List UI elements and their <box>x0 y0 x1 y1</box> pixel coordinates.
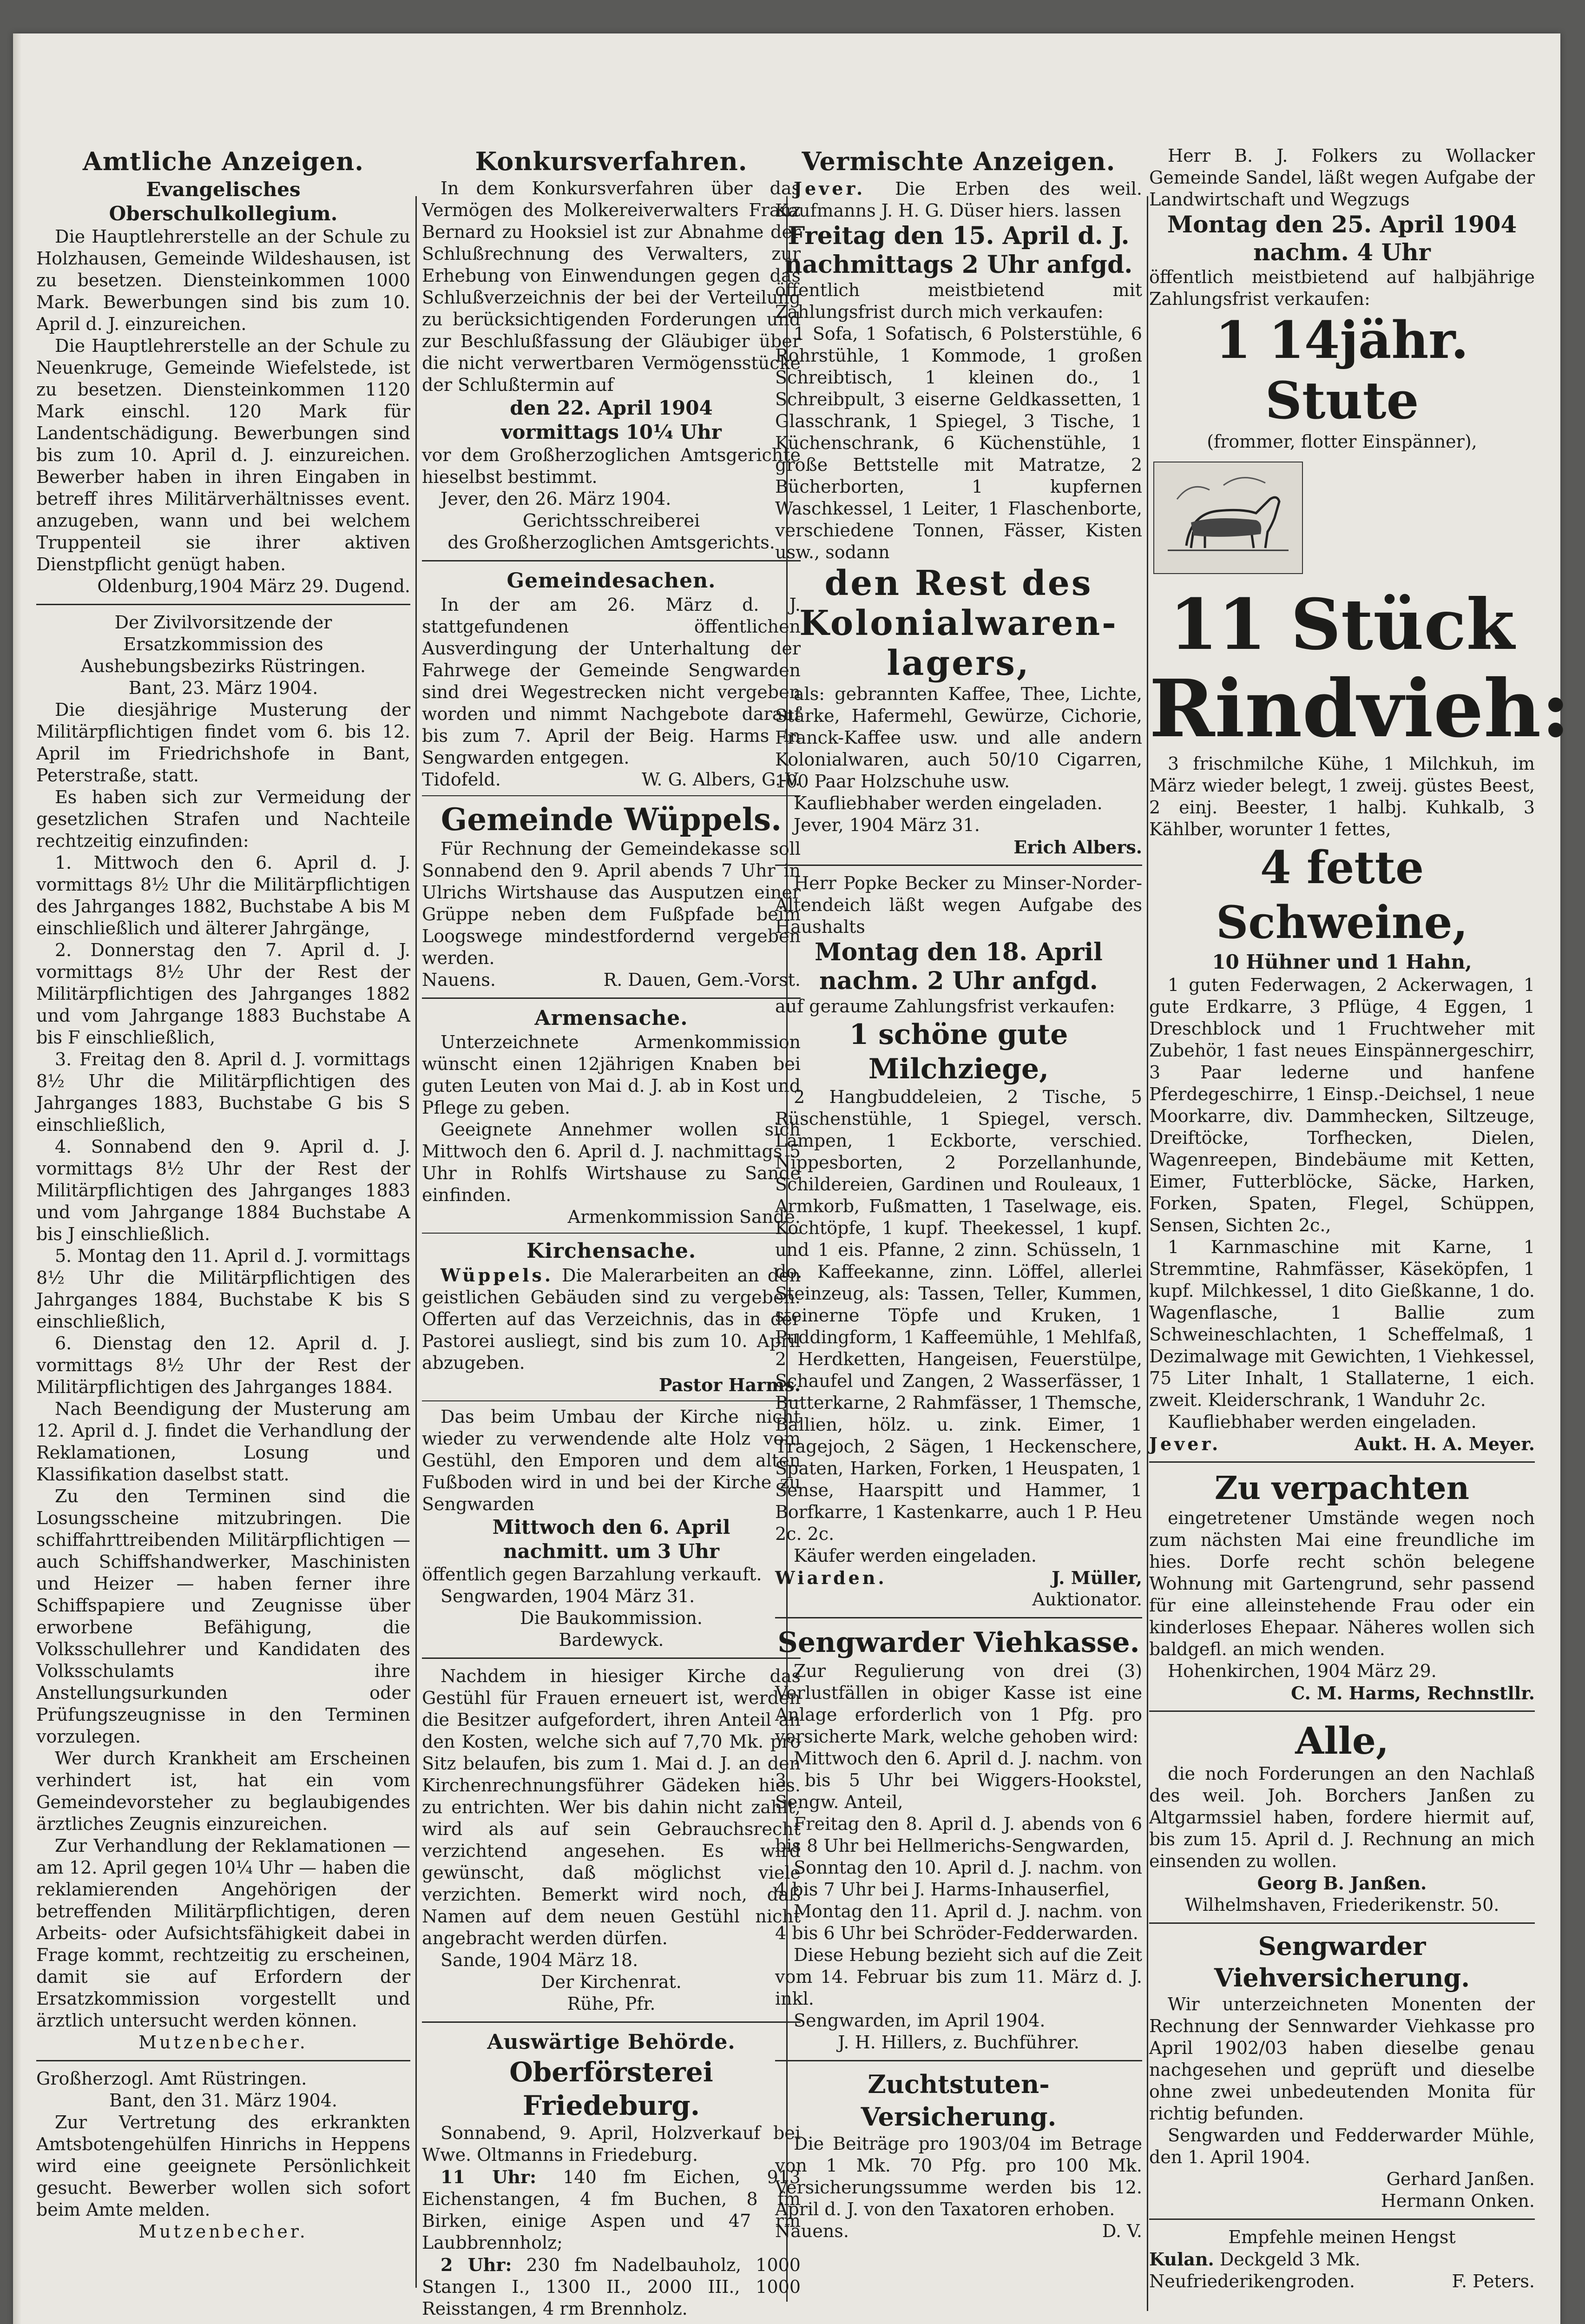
notice-time: 2 Uhr: <box>441 2254 512 2275</box>
column-2 <box>422 145 801 2319</box>
notice-text: Herr B. J. Folkers zu Wollacker Gemeinde Sandel, läßt wegen Aufgabe der Landwirtschaft und Wegzugs <box>1149 145 1535 210</box>
notice-text: die noch Forderungen an den Nachlaß des weil. Joh. Borchers Janßen zu Altgarmssiel haben, fordere hiermit auf, bis zum 15. April d. J. Rechnung an mich einsenden zu wollen. <box>1149 1763 1535 1871</box>
notice-text: öffentlich meistbietend mit Zahlungsfrist durch mich verkaufen: <box>775 280 1142 322</box>
horse-illustration <box>1149 457 1307 578</box>
notice-text: Freitag den 8. April d. J. abends von 6 bis 8 Uhr bei Hellmerichs-Sengwarden, <box>775 1814 1142 1856</box>
section-heading: Alle, <box>1295 1719 1389 1763</box>
notice-text: Wir unterzeichneten Monenten der Rechnung der Sennwarder Viehkasse pro April 1902/03 haben dieselbe genau nachgesehen und geprüft und dieselbe ohne zwei unbedeutenden Monita für richtig befunden. <box>1149 1994 1535 2124</box>
divider <box>422 795 801 796</box>
notice-signature: Rühe, Pfr. <box>567 1994 656 2014</box>
divider <box>1149 2218 1535 2220</box>
notice-time: vormittags 10¼ Uhr <box>501 421 722 443</box>
notice-text: Es haben sich zur Vermeidung der gesetzlichen Strafen und Nachteile rechtzeitig einzufinden: <box>36 787 410 851</box>
notice-signature: J. Müller, <box>1052 1567 1142 1588</box>
notice-text: Herr Popke Becker zu Minser-Norder-Altendeich läßt wegen Aufgabe des Haushalts <box>775 873 1142 937</box>
notice-heading: Der Zivilvorsitzende der Ersatzkommission des Aushebungsbezirks Rüstringen. <box>80 612 366 676</box>
notice-text: eingetretener Umstände wegen noch zum nächsten Mai eine freundliche im hies. Dorfe recht schön belegene Wohnung mit Gartengrund, sehr passend für eine alleinstehende Frau oder ein kinderloses Ehepaar. Näheres wollen sich baldgefl. an mich wenden. <box>1149 1508 1535 1659</box>
notice-signature: Wilhelmshaven, Friederikenstr. 50. <box>1184 1895 1500 1915</box>
notice-signature: W. G. Albers, G.-V. <box>642 769 801 790</box>
display-heading: den Rest des <box>824 563 1093 603</box>
newspaper-page <box>13 33 1571 2324</box>
display-heading: 1 14jähr. Stute <box>1215 310 1469 430</box>
notice-text: Für Rechnung der Gemeindekasse soll Sonnabend den 9. April abends 7 Uhr in Ulrichs Wirtshause das Ausputzen einer Grüppe neben dem Fußpfade beim Loogswege mindestfordernd vergeben werden. <box>422 838 801 968</box>
notice-text: Geeignete Annehmer wollen sich Mittwoch den 6. April d. J. nachmittags 5 Uhr in Rohlfs Wirtshause zu Sande einfinden. <box>422 1119 801 1205</box>
divider <box>1149 1461 1535 1463</box>
notice-date: Mittwoch den 6. April <box>492 1516 730 1538</box>
section-heading: Vermischte Anzeigen. <box>802 146 1116 176</box>
notice-place: Wüppels. <box>441 1265 554 1286</box>
notice-heading: Evangelisches Oberschulkollegium. <box>109 178 338 225</box>
notice-text: Mittwoch den 6. April d. J. nachm. von 3 bis 5 Uhr bei Wiggers-Hookstel, Sengw. Anteil, <box>775 1748 1142 1812</box>
section-heading: Armensache. <box>534 1006 688 1030</box>
notice-text: Das beim Umbau der Kirche nicht wieder zu verwendende alte Holz vom Gestühl, den Emporen und dem alten Fußboden wird in und bei der Kirche zu Sengwarden <box>422 1406 801 1514</box>
section-heading: Sengwarder Viehversicherung. <box>1214 1931 1470 1993</box>
notice-signature: Armenkommission Sande. <box>567 1207 801 1227</box>
divider <box>1149 1922 1535 1924</box>
notice-text: 140 fm Eichen, 913 Eichenstangen, 4 fm Buchen, 8 fm Birken, einige Aspen und 47 rm Laubbrennholz; <box>422 2167 801 2253</box>
display-heading: Rindvieh: <box>1149 662 1571 755</box>
notice-time: nachm. 2 Uhr anfgd. <box>819 967 1098 995</box>
notice-date: Bant, 23. März 1904. <box>128 678 318 698</box>
notice-signature-row <box>1149 1433 1535 1455</box>
notice-text: Die Beiträge pro 1903/04 im Betrage von 1 Mk. 70 Pfg. pro 100 Mk. Versicherungssumme werden bis 12. April d. J. von den Taxatoren erhoben. <box>775 2133 1142 2219</box>
notice-text: Zur Regulierung von drei (3) Verlustfällen in obiger Kasse ist eine Anlage erforderlich von 1 Pfg. pro versicherte Mark, welche gehoben wird: <box>775 1661 1142 1747</box>
notice-date: Sande, 1904 März 18. <box>441 1950 638 1970</box>
divider <box>775 2060 1142 2061</box>
notice-place: Wiarden. <box>775 1567 887 1588</box>
notice-text: Die Hauptlehrerstelle an der Schule zu Holzhausen, Gemeinde Wildeshausen, ist zu besetzen. Diensteinkommen 1000 Mark. Bewerbungen sind bis zum 10. April d. J. einzureichen. <box>36 226 410 334</box>
section-heading: Oberförsterei Friedeburg. <box>509 2056 713 2121</box>
divider <box>422 1657 801 1659</box>
notice-text: 6. Dienstag den 12. April d. J. vormittags 8½ Uhr der Rest der Militärpflichtigen des Jahrganges 1884. <box>36 1333 410 1397</box>
notice-signature: Mutzenbecher. <box>138 2032 308 2053</box>
display-heading: lagers, <box>887 643 1031 683</box>
notice-text: 1 guten Federwagen, 2 Ackerwagen, 1 gute Erdkarre, 3 Pflüge, 4 Eggen, 1 Dreschblock und 1 Fruchtweher mit Zubehör, 1 fast neues Einspännergeschirr, 3 Paar lederne und hanfene Pferdegeschirre, 1 Einsp.-Deichsel, 1 neue Moorkarre, div. Dammhecken, Siltzeuge, Dreiftöcke, Torfhecken, Dielen, Wagenreepen, Bindebäume mit Ketten, Eimer, Futterblöcke, Säcke, Harken, Forken, Spaten, Flegel, Schüppen, Sensen, Sichten 2c., <box>1149 975 1535 1235</box>
notice-time: nachmitt. um 3 Uhr <box>503 1540 720 1563</box>
notice-signature-row <box>1149 2271 1535 2292</box>
notice-text: öffentlich gegen Barzahlung verkauft. <box>422 1564 762 1585</box>
section-heading: Kirchensache. <box>526 1239 697 1263</box>
notice-text: Die Erben des weil. Kaufmanns J. H. G. Düser hiers. lassen <box>775 178 1142 221</box>
notice-date: Sengwarden, 1904 März 31. <box>441 1586 695 1606</box>
notice-signature: Gerichtsschreiberei <box>522 510 700 531</box>
notice-text: Deckgeld 3 Mk. <box>1214 2249 1361 2270</box>
column-4 <box>1149 145 1571 2306</box>
notice-date: Hohenkirchen, 1904 März 29. <box>1168 1661 1437 1681</box>
notice-signature: Gerhard Janßen. <box>1386 2169 1535 2189</box>
notice-signature: Erich Albers. <box>1013 837 1142 858</box>
notice-text: Unterzeichnete Armenkommission wünscht einen 12jährigen Knaben bei guten Leuten von Mai d. J. ab in Kost und Pflege zu geben. <box>422 1032 801 1118</box>
notice-signature: Aukt. H. A. Meyer. <box>1354 1433 1535 1454</box>
notice-text: Zu den Terminen sind die Losungsscheine mitzubringen. Die schiffahrttreibenden Militärpflichtigen — auch Schiffshandwerker, Maschinisten und Heizer — haben ferner ihre Schiffspapiere und Zeugnisse über erworbene Befähigung, die Volksschullehrer und Kandidaten des Volksschulamts ihre Anstellungsurkunden oder Prüfungszeugnisse in den Terminen vorzulegen. <box>36 1486 410 1747</box>
notice-text: Käufer werden eingeladen. <box>794 1545 1037 1566</box>
column-1 <box>36 145 410 2306</box>
notice-text: Nach Beendigung der Musterung am 12. April d. J. findet die Verhandlung der Reklamationen, Losung und Klassifikation daselbst statt. <box>36 1399 410 1485</box>
notice-signature: J. H. Hillers, z. Buchführer. <box>838 2032 1079 2053</box>
notice-date: Montag den 25. April 1904 <box>1167 211 1517 238</box>
notice-text: öffentlich meistbietend auf halbjährige Zahlungsfrist verkaufen: <box>1149 267 1535 309</box>
notice-date: Sengwarden, im April 1904. <box>794 2010 1046 2031</box>
notice-text: Montag den 11. April d. J. nachm. von 4 bis 6 Uhr bei Schröder-Fedderwarden. <box>775 1901 1142 1943</box>
column-rule <box>415 196 417 2288</box>
notice-text: In der am 26. März d. J. stattgefundenen öffentlichen Ausverdingung der Unterhaltung der Fahrwege der Gemeinde Sengwarden sind drei Wegestrecken nicht vergeben worden und nimmt Nachgebote darauf bis zum 7. April der Beig. Harms in Sengwarden entgegen. <box>422 594 801 768</box>
notice-place: Nauens. <box>422 970 496 990</box>
notice-text: 2 Hangbuddeleien, 2 Tische, 5 Rüschenstühle, 1 Spiegel, versch. Lampen, 1 Eckborte, verschied. Nippesborten, 2 Porzellanhunde, Schildereien, Gardinen und Rouleaux, 1 Armkorb, Fußmatten, 1 Taselwage, eis. Kochtöpfe, 1 kupf. Theekessel, 1 kupf. und 1 eis. Pfanne, 2 zinn. Schüsseln, 1 do. Kaffeekanne, zinn. Löffel, allerlei Steinzeug, als: Tassen, Teller, Kummen, steinerne Töpfe und Kruken, 1 Puddingform, 1 Kaffeemühle, 1 Mehlfaß, 2 Herdketten, Hangeisen, Feuerstülpe, Schaufel und Zangen, 2 Wasserfässer, 1 Butterkarne, 2 Rahmfässer, 1 Themsche, Ballien, hölz. u. zink. Eimer, 1 Tragejoch, 2 Sägen, 1 Heckenschere, Spaten, Harken, Forken, 1 Heuspaten, 1 Sense, Haarspitt und Hammer, 1 Borfkarre, 1 Kastenkarre, auch 1 P. Heu 2c. 2c. <box>775 1087 1142 1544</box>
notice-text: Wer durch Krankheit am Erscheinen verhindert ist, hat ein vom Gemeindevorsteher zu beglaubigendes ärztliches Zeugnis einzureichen. <box>36 1748 410 1834</box>
notice-text: Nachdem in hiesiger Kirche das Gestühl für Frauen erneuert ist, werden die Besitzer aufgefordert, ihren Anteil an den Kosten, welche sich auf 7,70 Mk. pro Sitz belaufen, bis zum 1. Mai d. J. an den Kirchenrechnungsführer Gädeken hies. zu entrichten. Wer bis dahin nicht zahlt, wird als auf sein Gebrauchsrecht verzichtend angesehen. Es wird gewünscht, daß möglichst viele verzichten. Bemerkt wird noch, daß Namen auf dem neuen Gestühl nicht angebracht werden dürfen. <box>422 1666 801 1948</box>
section-heading: Sengwarder Viehkasse. <box>777 1626 1140 1659</box>
notice-signature: Georg B. Janßen. <box>1257 1873 1427 1894</box>
notice-signature: Auktionator. <box>1032 1589 1142 1610</box>
notice-text: Die Hauptlehrerstelle an der Schule zu Neuenkruge, Gemeinde Wiefelstede, ist zu besetzen. Diensteinkommen 1120 Mark einschl. 120 Mark für Landentschädigung. Bewerbungen sind bis zum 10. April d. J. einzureichen. Bewerber haben in ihren Eingaben in betreff ihres Militärverhältnisses event. anzugeben, wann und bei welchem Truppenteil sie ihrer aktiven Dienstpflicht genügt haben. <box>36 336 410 574</box>
notice-signature: F. Peters. <box>1452 2271 1535 2291</box>
notice-time: nachm. 4 Uhr <box>1253 238 1431 266</box>
notice-text: Sonnabend, 9. April, Holzverkauf bei Wwe. Oltmanns in Friedeburg. <box>422 2123 801 2165</box>
display-heading: 11 Stück <box>1169 584 1515 666</box>
divider <box>422 2021 801 2023</box>
notice-text: vor dem Großherzoglichen Amtsgerichte hieselbst bestimmt. <box>422 445 801 487</box>
divider <box>422 560 801 561</box>
notice-text: Kaufliebhaber werden eingeladen. <box>794 793 1103 813</box>
notice-date: Bant, den 31. März 1904. <box>109 2090 337 2111</box>
notice-date: Jever, den 26. März 1904. <box>441 489 671 509</box>
notice-signature-row <box>775 2220 1142 2242</box>
notice-text: In dem Konkursverfahren über das Vermögen des Molkereiverwalters Franz Bernard zu Hooksiel ist zur Abnahme der Schlußrechnung des Verwalters, zur Erhebung von Einwendungen gegen das Schlußverzeichnis der bei der Verteilung zu berücksichtigenden Forderungen und zur Beschlußfassung der Gläubiger über die nicht verwertbaren Vermögensstücke der Schlußtermin auf <box>422 178 801 395</box>
section-heading: Zu verpachten <box>1215 1470 1469 1507</box>
divider <box>775 865 1142 866</box>
notice-subheading: 10 Hühner und 1 Hahn, <box>1212 951 1472 973</box>
notice-date: den 22. April 1904 <box>510 396 713 419</box>
divider <box>422 997 801 999</box>
section-heading: Zuchtstuten-Versicherung. <box>861 2069 1057 2132</box>
notice-text: auf geraume Zahlungsfrist verkaufen: <box>775 996 1115 1017</box>
notice-signature: C. M. Harms, Rechnstllr. <box>1291 1683 1535 1703</box>
notice-place: Neufriederikengroden. <box>1149 2271 1355 2291</box>
notice-time: 11 Uhr: <box>441 2166 537 2187</box>
notice-signature-row <box>422 969 801 991</box>
notice-signature: Oldenburg,1904 März 29. Dugend. <box>97 576 410 596</box>
notice-place: Jever. <box>794 178 866 199</box>
column-3 <box>775 145 1142 2306</box>
display-heading: 1 schöne gute Milchziege, <box>849 1018 1068 1085</box>
notice-text: 1. Mittwoch den 6. April d. J. vormittags 8½ Uhr die Militärpflichtigen des Jahrganges 1882, Buchstabe A bis M einschließlich und älterer Jahrgänge, <box>36 852 410 938</box>
notice-signature-row <box>775 1567 1142 1589</box>
divider <box>36 604 410 605</box>
notice-date: Montag den 18. April <box>815 938 1103 966</box>
section-heading: Amtliche Anzeigen. <box>82 146 364 176</box>
section-heading: Auswärtige Behörde. <box>487 2030 736 2054</box>
notice-date: Freitag den 15. April d. J. <box>788 222 1130 250</box>
section-heading: Konkursverfahren. <box>475 146 748 176</box>
notice-text: 1 Sofa, 1 Sofatisch, 6 Polsterstühle, 6 Rohrstühle, 1 Kommode, 1 großen Schreibtisch, 1 kleinen do., 1 Schreibpult, 3 eiserne Geldkassetten, 1 Glasschrank, 1 Spiegel, 3 Tische, 1 Küchenschrank, 6 Küchenstühle, 1 große Bettstelle mit Matratze, 2 Bücherborten, 1 kupfernen Waschkessel, 1 Leiter, 1 Flaschenborte, verschiedene Tonnen, Fässer, Kisten usw., sodann <box>775 324 1142 562</box>
notice-signature: des Großherzoglichen Amtsgerichts. <box>447 532 775 553</box>
notice-text: Zur Vertretung des erkrankten Amtsbotengehülfen Hinrichs in Heppens wird eine geeignete Persönlichkeit gesucht. Bewerber wollen sich sofort beim Amte melden. <box>36 2112 410 2220</box>
notice-text: Kaufliebhaber werden eingeladen. <box>1168 1412 1477 1432</box>
column-rule <box>1147 196 1148 2311</box>
section-heading: Gemeinde Wüppels. <box>441 801 782 838</box>
notice-signature: Der Kirchenrat. <box>541 1972 682 1992</box>
notice-text: Zur Verhandlung der Reklamationen — am 12. April gegen 10¼ Uhr — haben die reklamierenden Angehörigen der betreffenden Militärpflichtigen, deren Arbeits- oder Aufsichtsfähigkeit dabei in Frage kommt, rechtzeitig zu erscheinen, damit sie auf Erfordern der Ersatzkommission vorgestellt und ärztlich untersucht werden können. <box>36 1835 410 2031</box>
notice-name: Kulan. <box>1149 2249 1214 2270</box>
divider <box>422 1400 801 1401</box>
notice-signature: Bardewyck. <box>559 1630 664 1650</box>
notice-text: 1 Karnmaschine mit Karne, 1 Stremmtine, Rahmfässer, Käseköpfen, 1 kupf. Milchkessel, 1 dito Gießkanne, 1 do. Wagenflasche, 1 Ballie zum Schweineschlachten, 1 Scheffelmaß, 1 Dezimalwage mit Gewichten, 1 Viehkessel, 75 Liter Inhalt, 1 Stallaterne, 1 eich. zweit. Kleiderschrank, 1 Wanduhr 2c. <box>1149 1237 1535 1410</box>
notice-signature: Hermann Onken. <box>1381 2191 1535 2211</box>
notice-signature: Pastor Harms. <box>658 1374 801 1395</box>
notice-place: Nauens. <box>775 2221 849 2241</box>
display-heading: 4 fette Schweine, <box>1216 841 1468 949</box>
notice-text: als: gebrannten Kaffee, Thee, Lichte, Stärke, Hafermehl, Gewürze, Cichorie, Franck-Kaffee usw. und alle andern Kolonialwaren, auch 50/10 Cigarren, 100 Paar Holzschuhe usw. <box>775 684 1142 792</box>
notice-place: Jever. <box>1149 1433 1221 1454</box>
notice-text: 3. Freitag den 8. April d. J. vormittags 8½ Uhr die Militärpflichtigen des Jahrganges 1883, Buchstabe G bis S einschließlich, <box>36 1049 410 1135</box>
notice-text: 5. Montag den 11. April d. J. vormittags 8½ Uhr die Militärpflichtigen des Jahrganges 1884, Buchstabe K bis S einschließlich, <box>36 1246 410 1332</box>
notice-heading: Großherzogl. Amt Rüstringen. <box>36 2068 307 2089</box>
divider <box>36 2060 410 2061</box>
notice-text: Sengwarden und Fedderwarder Mühle, den 1. April 1904. <box>1149 2125 1535 2167</box>
divider <box>775 1617 1142 1618</box>
display-heading: Kolonialwaren- <box>799 603 1118 643</box>
notice-signature-row <box>422 769 801 791</box>
notice-date: Jever, 1904 März 31. <box>794 815 980 835</box>
notice-signature: R. Dauen, Gem.-Vorst. <box>603 970 801 990</box>
divider <box>1149 1710 1535 1712</box>
notice-signature: Mutzenbecher. <box>138 2221 308 2242</box>
notice-text: Diese Hebung bezieht sich auf die Zeit vom 14. Februar bis zum 11. März d. J. inkl. <box>775 1945 1142 2009</box>
notice-text: 2. Donnerstag den 7. April d. J. vormittags 8½ Uhr der Rest der Militärpflichtigen des Jahrganges 1882 und vom Jahrgange 1883 Buchstabe A bis F einschließlich, <box>36 940 410 1048</box>
notice-text: (frommer, flotter Einspänner), <box>1207 431 1477 452</box>
notice-signature: Die Baukommission. <box>520 1608 703 1628</box>
notice-text: 230 fm Nadelbauholz, 1000 Stangen I., 1300 II., 2000 III., 1000 Reisstangen, 4 rm Brennholz. <box>422 2255 801 2319</box>
notice-signature: D. V. <box>1102 2221 1142 2241</box>
notice-text: Empfehle meinen Hengst <box>1228 2227 1456 2247</box>
notice-time: nachmittags 2 Uhr anfgd. <box>784 251 1133 279</box>
notice-text: Die Malerarbeiten an den geistlichen Gebäuden sind zu vergeben. Offerten auf das Verzeichnis, das in der Pastorei ausliegt, sind bis zum 10. April abzugeben. <box>422 1265 801 1373</box>
notice-place: Tidofeld. <box>422 769 501 790</box>
notice-text: 4. Sonnabend den 9. April d. J. vormittags 8½ Uhr der Rest der Militärpflichtigen des Jahrganges 1883 und vom Jahrgange 1884 Buchstabe A bis J einschließlich. <box>36 1136 410 1244</box>
notice-text: 3 frischmilche Kühe, 1 Milchkuh, im März wieder belegt, 1 zweij. güstes Beest, 2 einj. Beester, 1 halbj. Kuhkalb, 3 Kählber, worunter 1 fettes, <box>1149 753 1535 839</box>
notice-text: Die diesjährige Musterung der Militärpflichtigen findet vom 6. bis 12. April im Friedrichshofe in Bant, Peterstraße, statt. <box>36 700 410 786</box>
section-heading: Gemeindesachen. <box>506 569 716 593</box>
notice-text: Sonntag den 10. April d. J. nachm. von 4 bis 7 Uhr bei J. Harms-Inhauserfiel, <box>775 1857 1142 1900</box>
divider <box>422 1233 801 1234</box>
